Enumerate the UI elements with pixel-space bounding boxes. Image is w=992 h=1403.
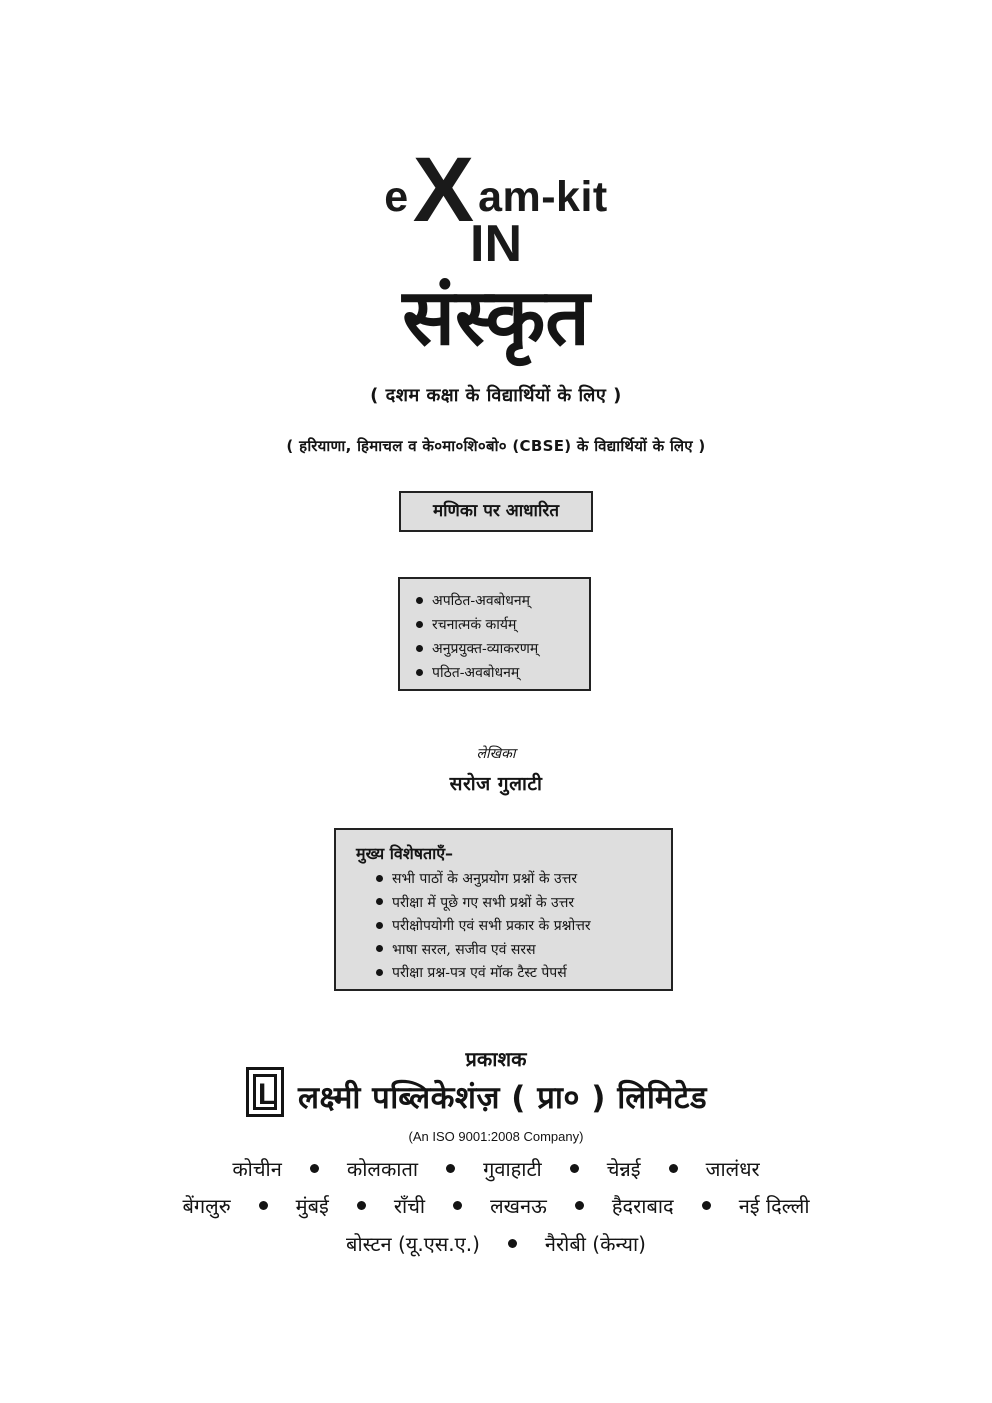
city-name: कोचीन xyxy=(232,1157,282,1181)
bullet-icon xyxy=(702,1201,711,1210)
city-name: गुवाहाटी xyxy=(483,1157,542,1181)
feature-label: परीक्षा में पूछे गए सभी प्रश्नों के उत्तर xyxy=(392,894,575,911)
iso-certification: (An ISO 9001:2008 Company) xyxy=(408,1129,584,1144)
author-name: सरोज गुलाटी xyxy=(449,773,543,795)
bullet-icon xyxy=(570,1164,579,1173)
exam-kit-suffix: am-kit xyxy=(478,173,608,221)
section-item xyxy=(416,589,589,613)
feature-item xyxy=(356,962,671,986)
feature-item xyxy=(356,939,671,963)
bullet-icon xyxy=(416,621,423,628)
bullet-icon xyxy=(310,1164,319,1173)
city-name: नैरोबी (केन्या) xyxy=(544,1232,646,1256)
exam-kit-title xyxy=(0,134,992,241)
bullet-icon xyxy=(416,669,423,676)
bullet-icon xyxy=(376,875,383,882)
bullet-icon xyxy=(376,969,383,976)
bullet-icon xyxy=(376,922,383,929)
section-item xyxy=(416,661,589,685)
bullet-icon xyxy=(446,1164,455,1173)
feature-label: परीक्षा प्रश्न-पत्र एवं मॉक टैस्ट पेपर्स xyxy=(392,965,567,982)
exam-kit-prefix: e xyxy=(384,173,409,221)
section-item xyxy=(416,613,589,637)
cities-row-2 xyxy=(0,1192,992,1219)
city-name: बेंगलुरु xyxy=(182,1194,231,1218)
author-label: लेखिका xyxy=(476,746,516,762)
bullet-icon xyxy=(508,1239,517,1248)
city-name: मुंबई xyxy=(295,1194,329,1218)
city-name: नई दिल्ली xyxy=(738,1194,810,1218)
feature-item xyxy=(356,915,671,939)
publisher-name: लक्ष्मी पब्लिकेशंज़ ( प्रा० ) लिमिटेड xyxy=(298,1080,708,1116)
feature-item xyxy=(356,892,671,916)
publisher-label: प्रकाशक xyxy=(465,1047,527,1071)
city-name: राँची xyxy=(393,1194,426,1218)
subject-title: संस्कृत xyxy=(402,273,590,363)
bullet-icon xyxy=(453,1201,462,1210)
city-name: लखनऊ xyxy=(490,1194,547,1218)
section-item xyxy=(416,637,589,661)
feature-label: सभी पाठों के अनुप्रयोग प्रश्नों के उत्तर xyxy=(392,871,578,887)
bullet-icon xyxy=(416,645,423,652)
logo-letter: L xyxy=(258,1078,277,1111)
bullet-icon xyxy=(376,945,383,952)
based-on-box: मणिका पर आधारित xyxy=(399,491,593,532)
sections-box xyxy=(398,577,591,691)
sections-list xyxy=(416,589,589,685)
city-name: बोस्टन (यू.एस.ए.) xyxy=(346,1232,480,1256)
cities-row-1 xyxy=(0,1155,992,1182)
section-label: अपठित-अवबोधनम् xyxy=(432,593,530,609)
logo-inner-frame xyxy=(253,1074,277,1110)
feature-label: परीक्षोपयोगी एवं सभी प्रकार के प्रश्नोत्तर xyxy=(392,918,591,935)
bullet-icon xyxy=(575,1201,584,1210)
features-box xyxy=(334,828,673,991)
city-name: कोलकाता xyxy=(346,1157,419,1181)
exam-kit-x: X xyxy=(412,139,475,241)
subtitle-class: ( दशम कक्षा के विद्यार्थियों के लिए ) xyxy=(370,385,622,406)
features-list xyxy=(356,868,671,986)
bullet-icon xyxy=(357,1201,366,1210)
title-in: IN xyxy=(470,215,522,273)
bullet-icon xyxy=(259,1201,268,1210)
publisher-logo-icon xyxy=(246,1067,284,1117)
city-name: हैदराबाद xyxy=(611,1194,674,1218)
section-label: अनुप्रयुक्त-व्याकरणम् xyxy=(432,641,539,657)
features-heading: मुख्य विशेषताएँ– xyxy=(356,844,454,863)
feature-label: भाषा सरल, सजीव एवं सरस xyxy=(392,941,536,958)
subtitle-boards: ( हरियाणा, हिमाचल व के०मा०शि०बो० (CBSE) के विद्यार्थियों के लिए ) xyxy=(286,437,706,455)
section-label: रचनात्मकं कार्यम् xyxy=(432,617,517,633)
bullet-icon xyxy=(376,898,383,905)
cities-row-3 xyxy=(0,1230,992,1257)
feature-item xyxy=(356,868,671,892)
city-name: चेन्नई xyxy=(606,1157,641,1181)
bullet-icon xyxy=(669,1164,678,1173)
section-label: पठित-अवबोधनम् xyxy=(432,665,520,681)
bullet-icon xyxy=(416,597,423,604)
city-name: जालंधर xyxy=(705,1157,760,1181)
